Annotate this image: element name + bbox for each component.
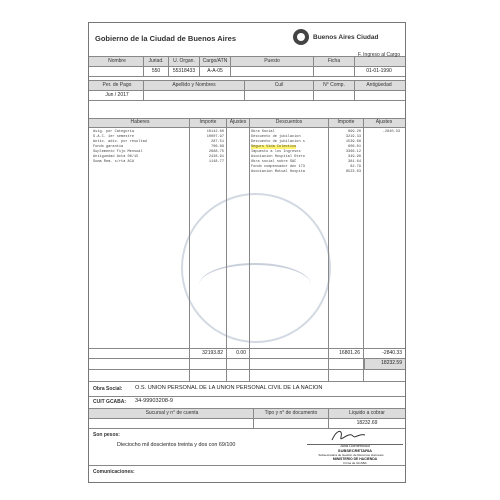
value-jurisd: 550 [151,68,161,74]
label-unidad-org: U. Organ. [173,58,195,64]
descuentos-importe: 1539.68 [345,140,361,144]
haberes-importe: 10007.97 [206,135,224,139]
label-fecha-ingreso: F. Ingreso al Cargo [357,52,401,58]
header-descuentos: Descuentos [275,119,303,125]
divider [230,56,231,76]
signer-line-1: Subsecretaría de Gestión de Recursos Humanos [318,453,384,457]
header-haberes: Haberes [130,119,150,125]
header-importe-descuentos: Importe [337,119,355,125]
city-brand: Buenos Aires Ciudad [313,34,379,41]
haberes-importe: 706.89 [211,145,224,149]
divider [249,118,250,381]
signer-line-2: MINISTERIO DE HACIENDA [332,457,378,461]
haberes-importe: 287.51 [211,140,224,144]
total-ajustes-descuentos: -2840.33 [382,350,402,356]
haberes-list [93,130,189,165]
highlighted-concept: Seguro Vida Colectivo [251,145,297,149]
descuentos-importe: 381.64 [348,160,361,164]
descuentos-importe: 899.20 [348,130,361,134]
divider [354,56,355,76]
divider [89,369,405,370]
descuentos-row: Obra social sobre SAC [251,160,297,164]
total-haberes: 32193.82 [202,350,223,356]
descuentos-row: Fondo compensador dec 173 [251,165,305,169]
divider [89,76,405,77]
descuentos-importe: 3366.12 [345,150,361,154]
divider [313,80,314,100]
divider [354,80,355,100]
haberes-importe: 10142.60 [206,130,224,134]
liquido-label: Liquido a cobrar [349,410,385,416]
divider [363,118,364,381]
signer-title: SUBSECRETARIA [337,448,373,453]
descuentos-importe: 349.96 [348,155,361,159]
label-antiguedad: Antigüedad [366,82,392,88]
haberes-importe-list [190,130,224,165]
value-fecha-ingreso: 01-01-1990 [366,68,392,74]
value-periodo-pago: Jun / 2017 [105,92,129,98]
header-ajustes-descuentos: Ajustes [375,119,393,125]
cuit-value: 34-99903208-9 [135,398,173,404]
signer-line-3: Firma de GCABA [343,461,367,465]
obra-social-label: Obra Social: [93,386,123,392]
label-puesto: Puesto [264,58,280,64]
cuit-label: CUIT GCABA: [93,399,127,405]
divider [89,381,405,382]
liquido-value: 18232.69 [356,420,378,426]
payslip-sheet [88,22,406,483]
signer-name: Julia Domenicuci [339,443,371,448]
divider [89,465,405,466]
label-ficha: Ficha [327,58,341,64]
descuentos-importe: 82.79 [350,165,361,169]
haberes-row: Suma Rem. s/rta ACA [93,160,134,164]
son-pesos-value: Dieciocho mil doscientos treinta y dos con 69/100 [117,442,236,448]
label-nro-comp: N° Comp. [323,82,345,88]
total-descuentos: 16801.26 [339,350,360,356]
haberes-importe: 2688.75 [208,150,224,154]
descuentos-importe: 3219.33 [345,135,361,139]
divider [244,80,245,100]
haberes-row: Antic. adic. por resultad [93,140,147,144]
obra-social-value: O.S. UNION PERSONAL DE LA UNION PERSONAL CIVIL DE LA NACION [135,385,323,391]
label-apellido-nombres: Apellido y Nombres [172,82,216,88]
net-amount: 18232.59 [364,359,405,369]
descuentos-list [251,130,329,175]
descuentos-row: Asociacion Mutual Hospita [251,170,305,174]
divider [199,56,200,76]
comunicaciones-label: Comunicaciones: [93,469,135,475]
label-cuil: Cuil [274,82,284,88]
divider [168,56,169,76]
descuentos-importe: 6523.63 [345,170,361,174]
descuentos-row: Obra Social [251,130,275,134]
haberes-row: Fondo garantia [93,145,124,149]
divider [143,56,144,76]
divider [189,118,190,381]
haberes-importe: 2428.91 [208,155,224,159]
descuentos-row: Descuento de jubilacion s [251,140,305,144]
city-logo-icon [293,29,309,45]
divider [328,409,329,428]
divider [253,409,254,428]
descuentos-importe-list [329,130,361,175]
descuentos-ajustes-list [364,130,400,135]
label-cargo: Cargo/ATN [202,58,228,64]
label-periodo-pago: Per. de Pago [102,82,132,88]
header-ajustes-haberes: Ajustes [229,119,247,125]
descuentos-ajuste: -2840.33 [382,130,400,134]
divider [89,358,405,359]
divider [89,127,405,128]
divider [89,100,405,101]
divider [226,118,227,381]
government-title: Gobierno de la Ciudad de Buenos Aires [95,34,236,43]
divider [328,118,329,381]
header-importe-haberes: Importe [199,119,217,125]
haberes-importe: 1148.77 [208,160,224,164]
haberes-row: S.A.C. 1er semestre [93,135,134,139]
value-unidad-org: 55318433 [172,68,196,74]
descuentos-row: Asociacion Hospital Otero [251,155,305,159]
descuentos-row: Descuento de jubilacion [251,135,301,139]
divider [313,56,314,76]
descuentos-row: Impuesto a los Ingresos [251,150,301,154]
haberes-row: Suplemento Fijo Mensual [93,150,143,154]
haberes-row: Antiguedad Acta 06/15 [93,155,139,159]
total-ajustes-haberes: 0.00 [236,350,246,356]
son-pesos-label: Son pesos: [93,432,120,438]
label-jurisd: Juriad. [148,58,164,64]
watermark-wave-icon [199,263,311,307]
value-cargo: A-A-05 [207,68,223,74]
haberes-row: Asig. por Categoria [93,130,134,134]
descuentos-importe: 606.01 [348,145,361,149]
tipo-documento-label: Tipo y n° de documento [264,410,318,416]
sucursal-label: Sucursal y n° de cuenta [145,410,199,416]
divider [143,80,144,100]
label-nombre: Nombre [108,58,126,64]
